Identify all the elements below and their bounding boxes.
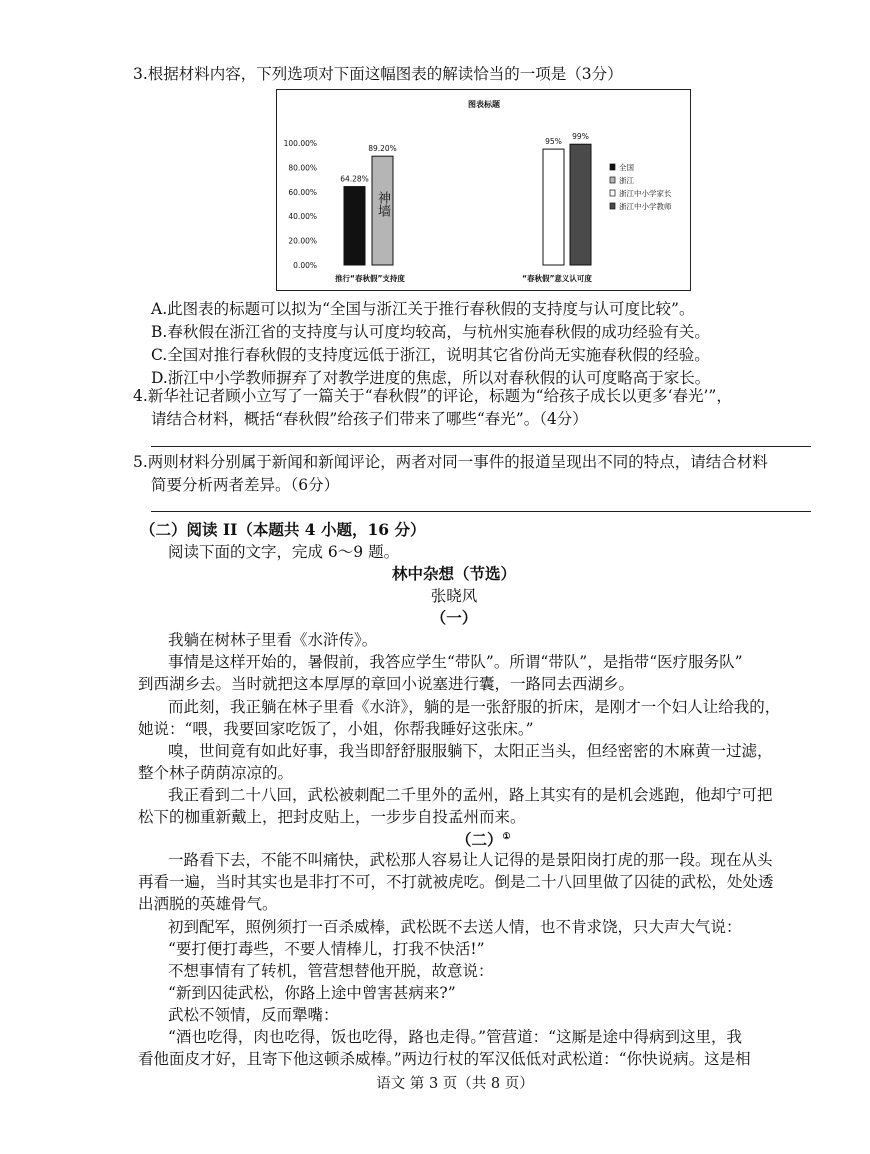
y-tick-label: 100.00% (283, 139, 317, 148)
legend-label: 浙江中小学家长 (619, 189, 672, 198)
legend-label: 全国 (619, 163, 634, 172)
x-category-label: “春秋假”意义认可度 (522, 274, 592, 283)
q3-option-b: B.春秋假在浙江省的支持度与认可度均较高，与杭州实施春秋假的成功经验有关。 (151, 323, 710, 341)
part-two-label (456, 827, 511, 850)
part-two-label-text: （二） (456, 830, 503, 850)
article-author: 张晓风 (430, 587, 478, 605)
part1-line: 到西湖乡去。当时就把这本厚厚的章回小说塞进行囊，一路同去西湖乡。 (138, 675, 635, 693)
q3-option-c: C.全国对推行春秋假的支持度远低于浙江，说明其它省份尚无实施春秋假的经验。 (151, 346, 710, 364)
y-tick-label: 40.00% (288, 212, 317, 222)
article-title: 林中杂想（节选） (391, 564, 516, 583)
part1-line: 我正看到二十八回，武松被刺配二千里外的孟州，路上其实有的是机会逃跑，他却宁可把 (168, 786, 773, 804)
footnote-marker: ① (502, 832, 511, 842)
part1-line: 她说：“喂，我要回家吃饭了，小姐，你帮我睡好这张床。” (138, 720, 534, 738)
part2-line: “新到囚徒武松，你路上途中曾害甚病来?” (168, 984, 456, 1002)
part-one-label: （一） (430, 608, 478, 627)
part1-line: 事情是这样开始的，暑假前，我答应学生“带队”。所谓“带队”，是指带“医疗服务队” (168, 653, 743, 671)
data-label: 95% (545, 137, 562, 147)
part2-line: “要打便打毒些，不要人情棒儿，打我不快活!” (168, 940, 485, 958)
q4-line-2: 请结合材料，概括“春秋假”给孩子们带来了哪些“春光”。（4分） (151, 410, 588, 428)
data-label: 89.20% (368, 144, 397, 154)
legend-swatch (610, 203, 615, 209)
bar-4-2 (570, 144, 591, 265)
part2-line: 一路看下去，不能不叫痛快，武松那人容易让人记得的是景阳岗打虎的那一段。现在从头 (168, 851, 773, 869)
legend-swatch (610, 177, 615, 183)
part2-line: 再看一遍，当时其实也是非打不可，不打就被虎吃。倒是二十八回里做了囚徒的武松，处处透 (138, 873, 774, 891)
section-header: （二）阅读 II（本题共 4 小题，16 分） (140, 520, 426, 539)
chart-svg (277, 90, 690, 290)
part1-line: 松下的枷重新戴上，把封皮贴上，一步步自投孟州而来。 (138, 808, 526, 826)
data-label: 64.28% (340, 174, 369, 184)
section-instruction: 阅读下面的文字，完成 6～9 题。 (168, 543, 400, 561)
part1-line: 整个林子荫荫凉凉的。 (138, 764, 294, 782)
q3-stem: 3.根据材料内容，下列选项对下面这幅图表的解读恰当的一项是（3分） (133, 65, 623, 83)
y-tick-label: 80.00% (288, 163, 317, 173)
part2-line: “酒也吃得，肉也吃得，饭也吃得，路也走得。”管营道：“这厮是途中得病到这里，我 (168, 1028, 743, 1046)
bar-3-2 (543, 149, 564, 265)
part1-line: 而此刻，我正躺在林子里看《水浒》，躺的是一张舒服的折床，是刚才一个妇人让给我的， (168, 698, 781, 716)
part2-line: 初到配军，照例须打一百杀威棒，武松既不去送人情，也不肯求饶，只大声大气说： (168, 918, 742, 936)
q5-line-2: 简要分析两者差异。（6分） (151, 476, 340, 494)
q5-line-1: 5.两则材料分别属于新闻和新闻评论，两者对同一事件的报道呈现出不同的特点，请结合材料 (133, 453, 768, 471)
data-label: 99% (572, 132, 589, 142)
part2-line: 武松不领情，反而犟嘴： (168, 1006, 339, 1024)
q4-answer-line (151, 446, 811, 447)
y-tick-label: 0.00% (293, 261, 317, 270)
legend-label: 浙江 (619, 176, 634, 185)
q3-option-a: A.此图表的标题可以拟为“全国与浙江关于推行春秋假的支持度与认可度比较”。 (151, 300, 695, 318)
q5-answer-line (151, 511, 811, 512)
legend-swatch (610, 164, 615, 170)
page-footer: 语文 第 3 页（共 8 页） (376, 1076, 534, 1092)
chart-title: 图表标题 (468, 100, 500, 109)
bar-1-1 (344, 187, 365, 265)
q4-line-1: 4.新华社记者顾小立写了一篇关于“春秋假”的评论，标题为“给孩子成长以更多‘春光’”， (133, 387, 732, 405)
part2-line: 出洒脱的英雄骨气。 (138, 895, 278, 913)
part1-line: 嗅，世间竟有如此好事，我当即舒舒服服躺下，太阳正当头，但经密密的木麻黄一过滤， (168, 742, 773, 760)
q3-option-d: D.浙江中小学教师摒弃了对教学进度的焦虑，所以对春秋假的认可度略高于家长。 (151, 369, 711, 387)
x-category-label: 推行“春秋假”支持度 (335, 274, 405, 283)
legend-swatch (610, 190, 615, 196)
part1-line: 我躺在树林子里看《水浒传》。 (168, 631, 378, 649)
y-tick-label: 20.00% (288, 236, 317, 246)
chart (276, 89, 691, 291)
part2-line: 看他面皮才好，且寄下他这顿杀威棒。”两边行杖的军汉低低对武松道：“你快说病。这是相 (138, 1050, 751, 1068)
bar-watermark: 神墙 (375, 191, 390, 218)
legend-label: 浙江中小学教师 (619, 202, 672, 211)
part2-line: 不想事情有了转机，管营想替他开脱，故意说： (168, 962, 494, 980)
y-tick-label: 60.00% (288, 187, 317, 197)
